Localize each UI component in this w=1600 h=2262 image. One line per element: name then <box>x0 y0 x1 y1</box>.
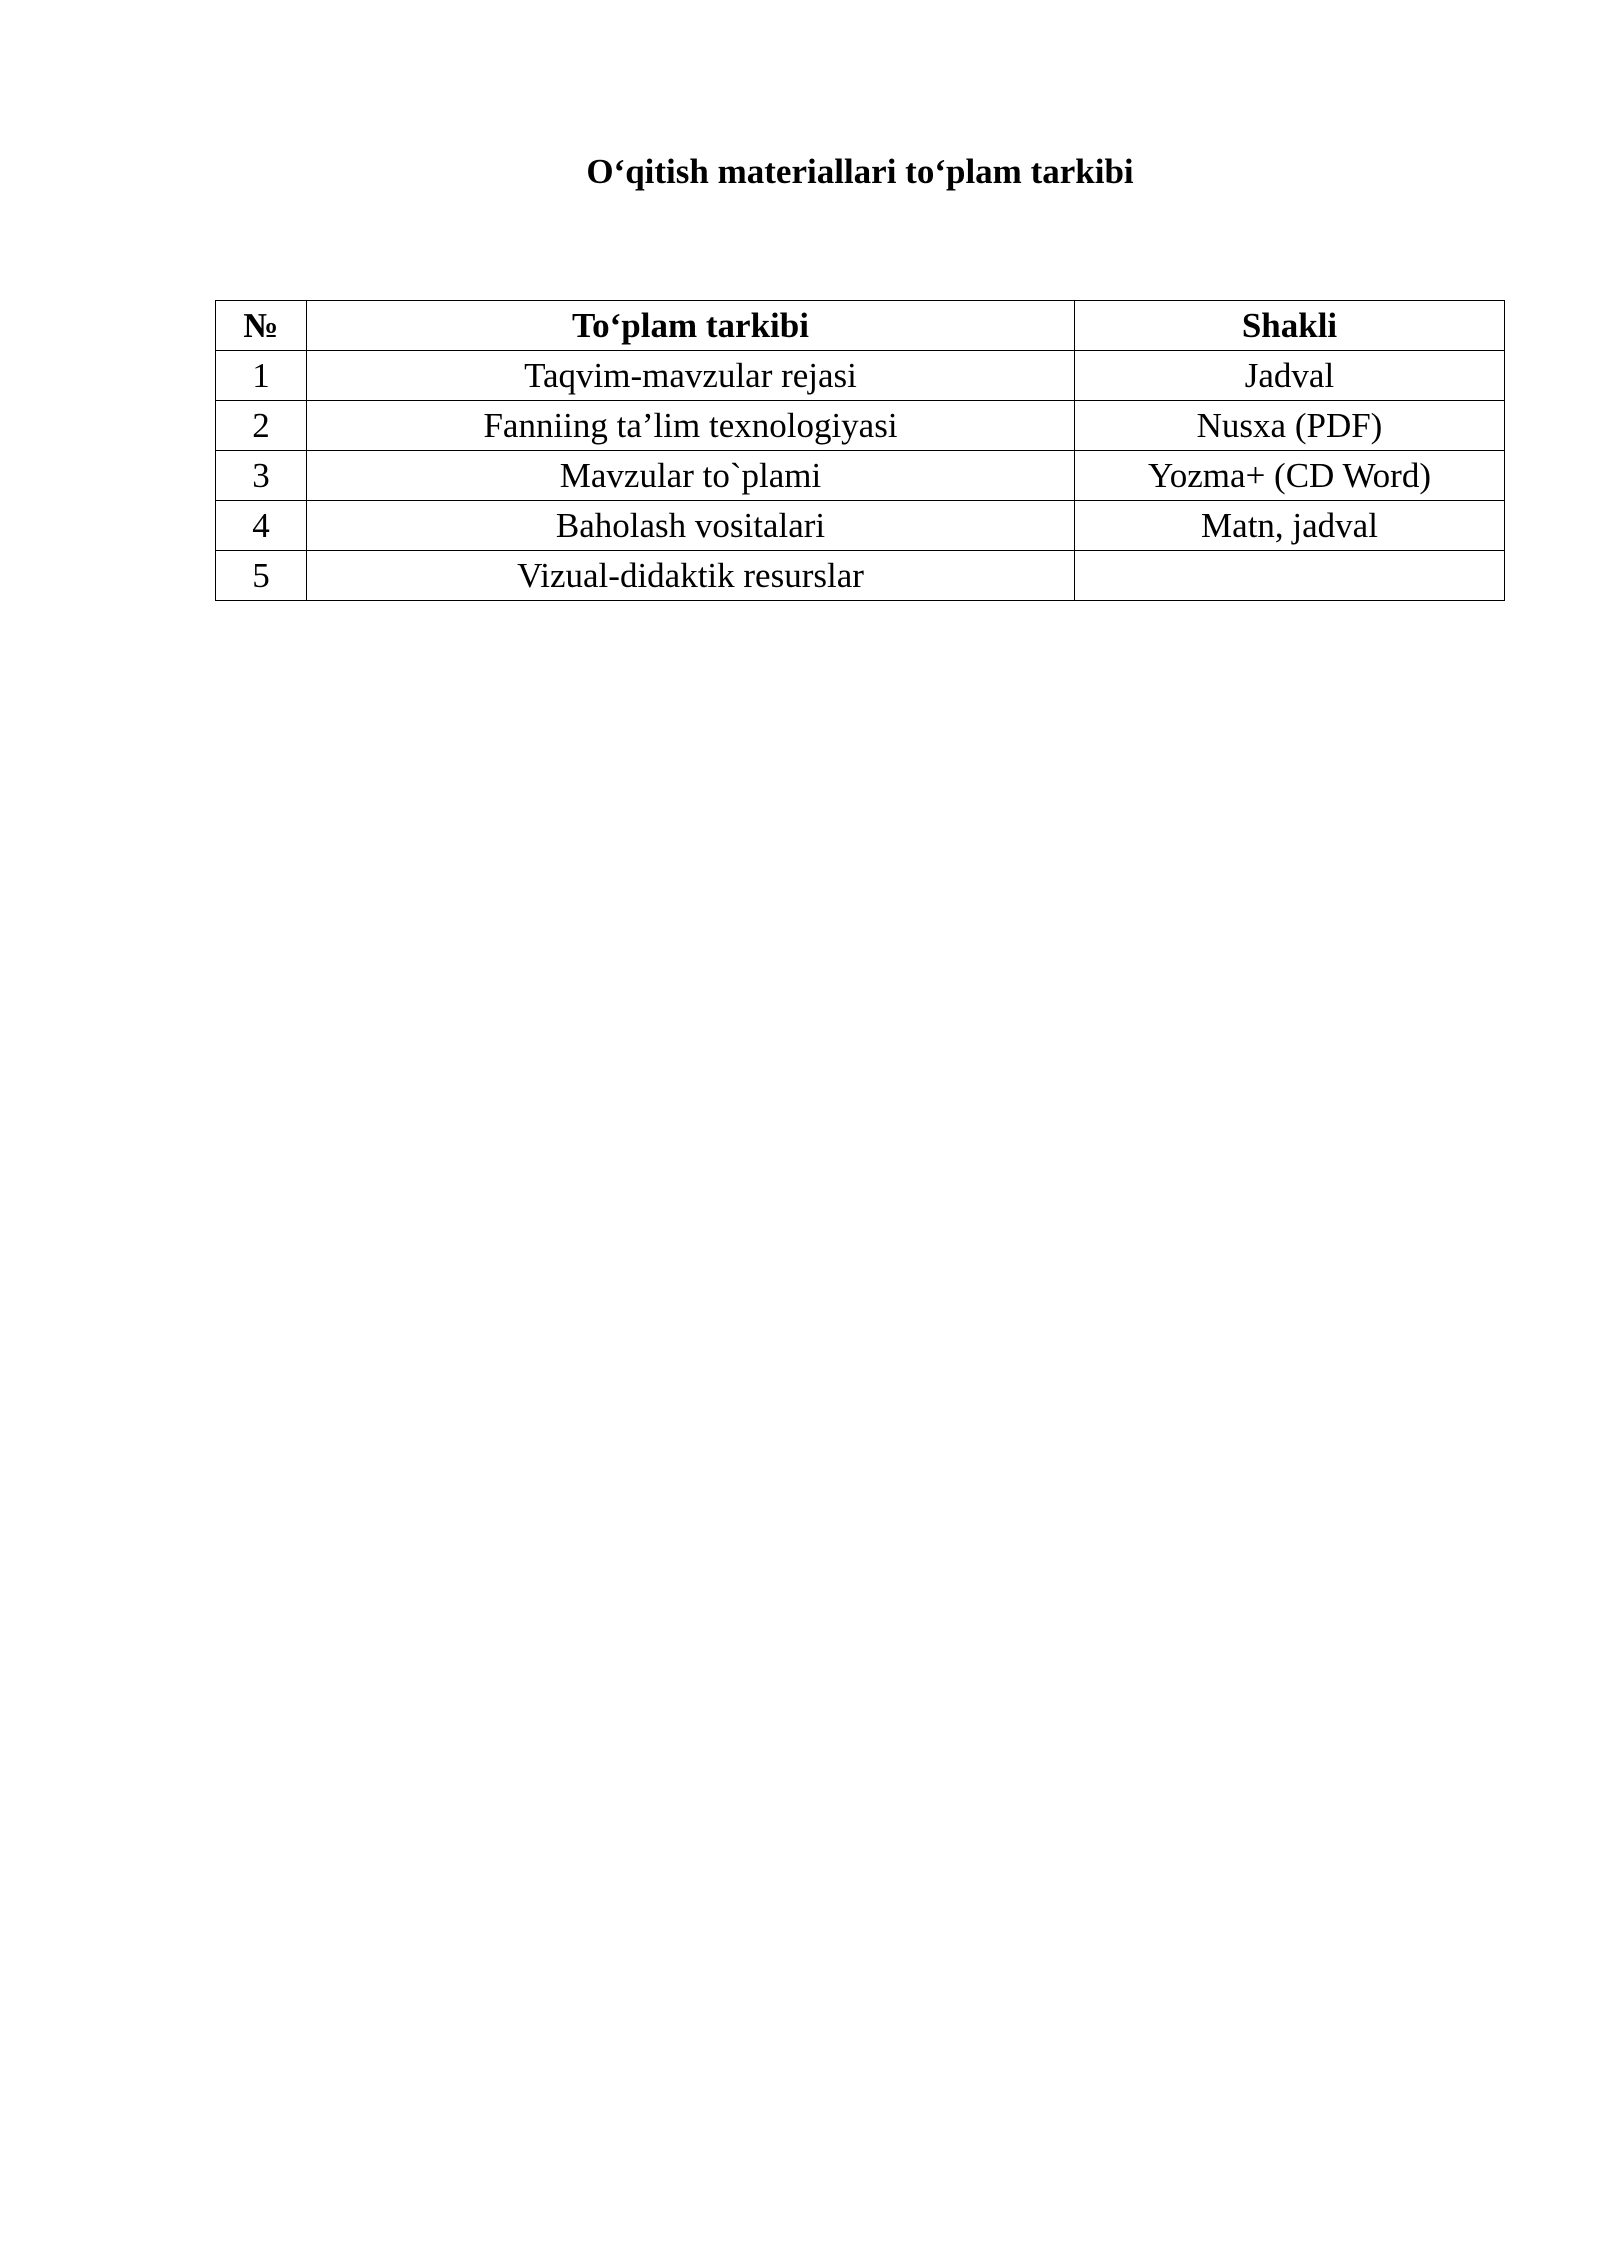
row-form-cell <box>1075 551 1505 601</box>
table-row <box>216 451 1505 501</box>
header-number: № <box>216 301 307 351</box>
header-form: Shakli <box>1075 301 1505 351</box>
row-content-cell: Fanniing ta’lim texnologiyasi <box>307 401 1075 451</box>
row-number-cell: 3 <box>216 451 307 501</box>
row-number-cell: 2 <box>216 401 307 451</box>
contents-table <box>215 300 1505 601</box>
header-content: To‘plam tarkibi <box>307 301 1075 351</box>
table-header-row <box>216 301 1505 351</box>
row-content-cell: Baholash vositalari <box>307 501 1075 551</box>
row-form-cell: Nusxa (PDF) <box>1075 401 1505 451</box>
row-content-cell: Taqvim-mavzular rejasi <box>307 351 1075 401</box>
row-number-cell: 4 <box>216 501 307 551</box>
row-content-cell: Vizual-didaktik resurslar <box>307 551 1075 601</box>
row-form-cell: Jadval <box>1075 351 1505 401</box>
row-form-cell: Yozma+ (CD Word) <box>1075 451 1505 501</box>
row-form-cell: Matn, jadval <box>1075 501 1505 551</box>
row-number-cell: 1 <box>216 351 307 401</box>
table-row <box>216 351 1505 401</box>
table-row <box>216 401 1505 451</box>
row-content-cell: Mavzular to`plami <box>307 451 1075 501</box>
document-title: O‘qitish materiallari to‘plam tarkibi <box>586 152 1134 191</box>
table-row <box>216 551 1505 601</box>
table-row <box>216 501 1505 551</box>
row-number-cell: 5 <box>216 551 307 601</box>
